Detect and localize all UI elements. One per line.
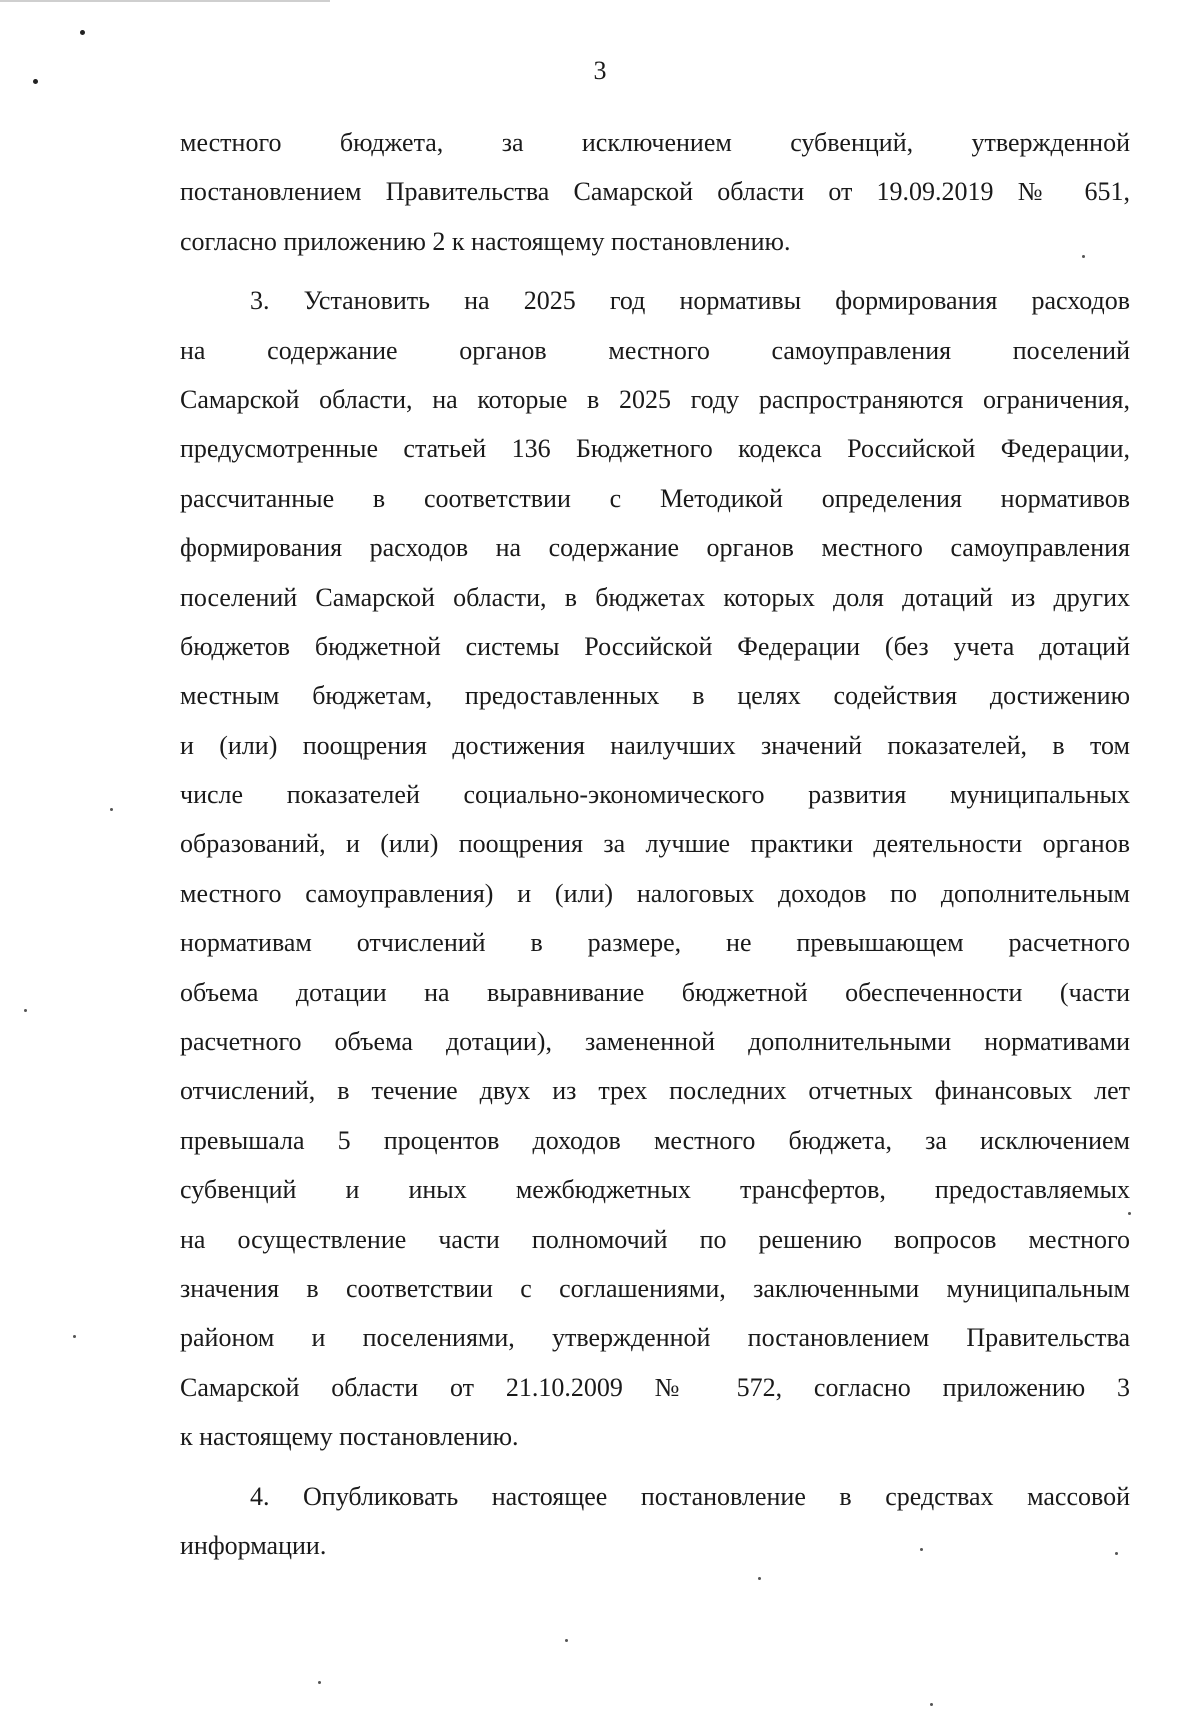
scan-speck [24,1009,27,1012]
text-line: объема дотации на выравнивание бюджетной обеспеченности (части [180,977,1130,1007]
text-line: и (или) поощрения достижения наилучших значений показателей, в том [180,730,1130,760]
text-line: районом и поселениями, утвержденной постановлением Правительства [180,1323,1130,1353]
text-line: формирования расходов на содержание органов местного самоуправления [180,533,1130,563]
text-line: постановлением Правительства Самарской области от 19.09.2019 № 651, [180,177,1130,207]
paragraph-4-item [180,1472,1130,1571]
text-line: к настоящему постановлению. [180,1422,519,1452]
scan-speck [565,1639,568,1642]
page-number: 3 [593,56,607,85]
text-line: предусмотренные статьей 136 Бюджетного кодекса Российской Федерации, [180,434,1130,464]
text-line: бюджетов бюджетной системы Российской Федерации (без учета дотаций [180,631,1130,661]
text-line: значения в соответствии с соглашениями, заключенными муниципальным [180,1273,1130,1303]
scan-speck [318,1681,321,1684]
text-line: числе показателей социально-экономического развития муниципальных [180,780,1130,810]
text-line: местного бюджета, за исключением субвенций, утвержденной [180,128,1130,157]
text-line: образований, и (или) поощрения за лучшие практики деятельности органов [180,829,1130,859]
scan-speck [110,808,113,811]
text-line: на осуществление части полномочий по решению вопросов местного [180,1224,1130,1254]
text-line: расчетного объема дотации), замененной дополнительными нормативами [180,1027,1130,1057]
text-line: местным бюджетам, предоставленных в целях содействия достижению [180,681,1130,711]
text-line: Самарской области, на которые в 2025 году распространяются ограничения, [180,384,1130,414]
paragraph-1 [180,118,1130,266]
text-line: на содержание органов местного самоуправления поселений [180,335,1130,365]
scan-speck [920,1548,923,1551]
text-line: 3. Установить на 2025 год нормативы формирования расходов [250,286,1130,316]
text-line: согласно приложению 2 к настоящему постановлению. [180,226,791,256]
text-line: местного самоуправления) и (или) налоговых доходов по дополнительным [180,878,1130,908]
scan-speck [930,1703,933,1706]
text-line: 4. Опубликовать настоящее постановление в средствах массовой [250,1481,1130,1511]
text-line: Самарской области от 21.10.2009 № 572, согласно приложению 3 [180,1372,1130,1402]
text-line: информации. [180,1530,327,1560]
document-body [180,118,1130,1570]
scan-speck [1115,1552,1118,1555]
paragraph-3-item [180,276,1130,1461]
text-line: поселений Самарской области, в бюджетах которых доля дотаций из других [180,582,1130,612]
text-line: превышала 5 процентов доходов местного бюджета, за исключением [180,1125,1130,1155]
text-line: субвенций и иных межбюджетных трансфертов, предоставляемых [180,1175,1130,1205]
text-line: рассчитанные в соответствии с Методикой определения нормативов [180,483,1130,513]
scan-top-edge [0,0,330,2]
scan-speck [1082,255,1085,258]
scan-speck [1128,1212,1131,1215]
scan-speck [73,1335,76,1338]
scan-speck [758,1577,761,1580]
scan-speck [80,30,85,35]
text-line: отчислений, в течение двух из трех последних отчетных финансовых лет [180,1076,1130,1106]
scan-speck [33,79,38,84]
text-line: нормативам отчислений в размере, не превышающем расчетного [180,928,1130,958]
